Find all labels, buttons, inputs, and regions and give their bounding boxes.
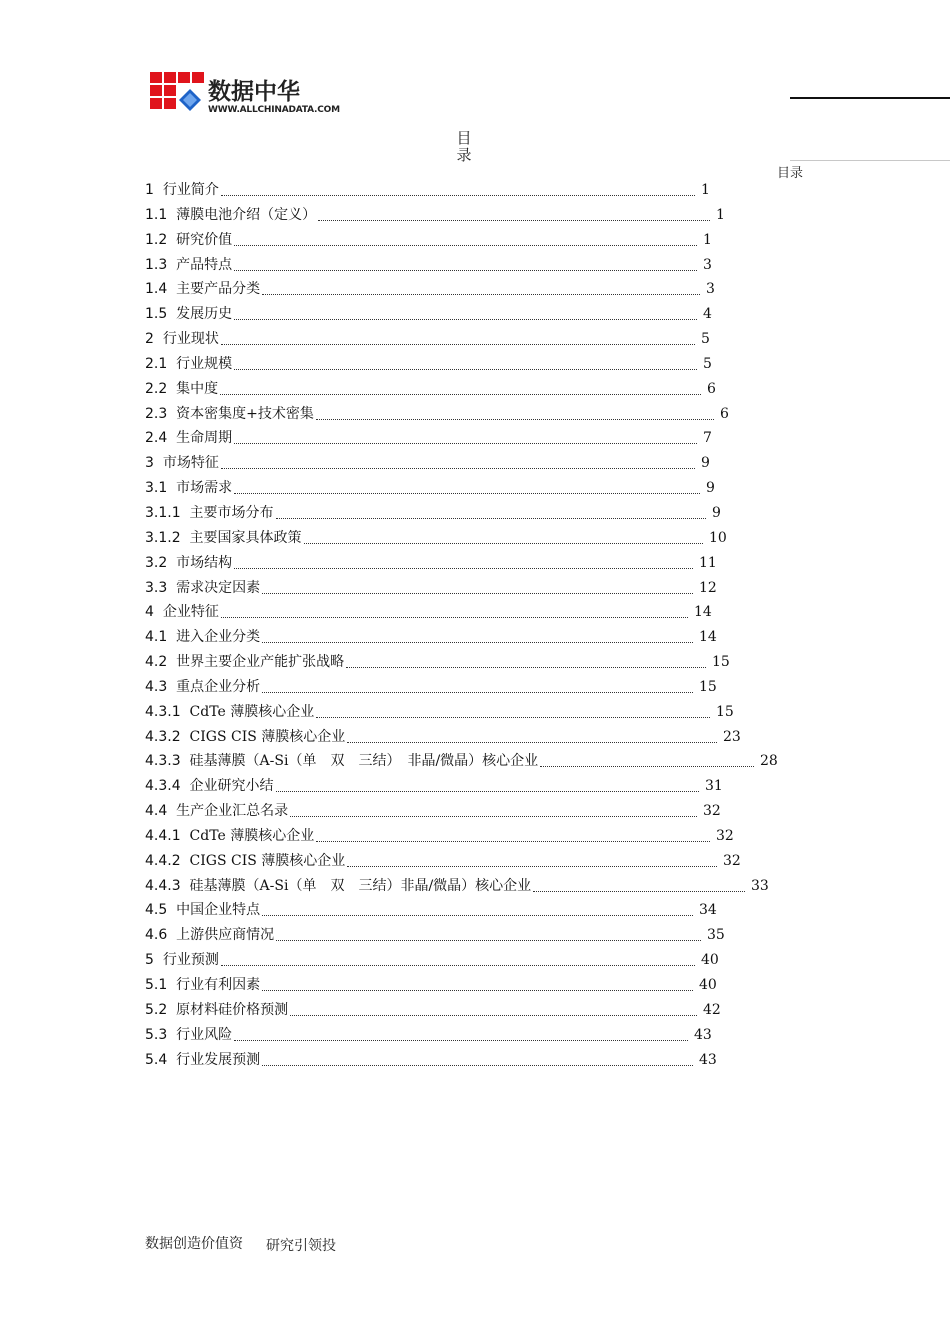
toc-entry-label xyxy=(145,702,314,722)
toc-entry-label xyxy=(145,428,232,448)
toc-entry-title: 需求决定因素 xyxy=(176,579,261,596)
toc-entry-label xyxy=(145,751,538,771)
toc-entry-title: 主要国家具体政策 xyxy=(189,529,302,546)
toc-entry-title: 原材料硅价格预测 xyxy=(176,1001,289,1018)
toc-entry-title: 薄膜电池介绍（定义） xyxy=(176,206,317,223)
toc-entry-number: 3.3 xyxy=(145,579,168,596)
header-rule xyxy=(790,97,950,99)
toc-entry-title: 生命周期 xyxy=(176,430,233,447)
toc-page-number: 23 xyxy=(723,728,741,745)
toc-page-number: 33 xyxy=(751,877,769,894)
logo-blue-diamond-icon xyxy=(178,88,202,112)
toc-entry[interactable] xyxy=(145,727,785,752)
toc-entry-label xyxy=(145,950,219,970)
toc-entry-number: 4.3.2 xyxy=(145,728,181,745)
toc-dot-leader xyxy=(234,369,697,370)
toc-entry-title: 市场需求 xyxy=(176,480,233,497)
logo-square-8 xyxy=(164,98,176,109)
toc-dot-leader xyxy=(262,593,693,594)
toc-dot-leader xyxy=(262,1065,693,1066)
toc-entry-number: 4.5 xyxy=(145,902,168,919)
header-section-label: 目录 xyxy=(777,166,804,181)
logo-square-3 xyxy=(178,72,190,83)
toc-entry-label xyxy=(145,1025,232,1045)
toc-page-number: 35 xyxy=(707,927,725,944)
toc-entry[interactable] xyxy=(145,602,785,627)
toc-entry-number: 4.1 xyxy=(145,629,168,646)
toc-entry-label xyxy=(145,602,219,622)
toc-entry-title: 发展历史 xyxy=(176,306,233,323)
toc-dot-leader xyxy=(290,1015,697,1016)
toc-entry-number: 4.4.3 xyxy=(145,877,181,894)
toc-dot-leader xyxy=(540,766,754,767)
toc-entry[interactable] xyxy=(145,329,785,354)
toc-entry[interactable] xyxy=(145,528,785,553)
toc-dot-leader xyxy=(221,617,688,618)
toc-entry-number: 1.4 xyxy=(145,281,168,298)
toc-entry-title: 生产企业汇总名录 xyxy=(176,803,289,820)
header-rule-light xyxy=(790,160,950,161)
logo-square-2 xyxy=(164,72,176,83)
table-of-contents xyxy=(145,180,785,1074)
toc-page-number: 3 xyxy=(703,256,712,273)
logo-square-6 xyxy=(164,85,176,96)
toc-entry-title: 硅基薄膜（A-Si（单 双 三结）非晶/微晶）核心企业 xyxy=(189,877,532,894)
toc-dot-leader xyxy=(262,692,693,693)
toc-entry[interactable] xyxy=(145,652,785,677)
toc-entry-label xyxy=(145,379,218,399)
toc-entry[interactable] xyxy=(145,1050,785,1075)
toc-entry[interactable] xyxy=(145,925,785,950)
toc-dot-leader xyxy=(316,717,710,718)
toc-entry-number: 4.3 xyxy=(145,678,168,695)
toc-entry-number: 5.3 xyxy=(145,1026,168,1043)
toc-entry-number: 5.4 xyxy=(145,1051,168,1068)
toc-entry-title: 行业预测 xyxy=(162,952,219,969)
toc-page-number: 6 xyxy=(707,380,716,397)
toc-entry-number: 4.4.1 xyxy=(145,827,181,844)
toc-entry[interactable] xyxy=(145,279,785,304)
toc-entry[interactable] xyxy=(145,751,785,776)
toc-entry-title: 硅基薄膜（A-Si（单 双 三结） 非晶/微晶）核心企业 xyxy=(189,753,539,770)
toc-entry-label xyxy=(145,404,314,424)
toc-page-number: 15 xyxy=(699,678,717,695)
toc-entry-label xyxy=(145,627,260,647)
toc-entry[interactable] xyxy=(145,428,785,453)
toc-entry-label xyxy=(145,826,314,846)
toc-page-number: 34 xyxy=(699,902,717,919)
toc-entry[interactable] xyxy=(145,478,785,503)
toc-entry-number: 4.3.4 xyxy=(145,778,181,795)
toc-entry-title: CIGS CIS 薄膜核心企业 xyxy=(189,852,346,869)
toc-page-number: 15 xyxy=(712,654,730,671)
toc-entry-label xyxy=(145,776,274,796)
toc-page-number: 1 xyxy=(716,206,725,223)
toc-entry-title: 资本密集度+技术密集 xyxy=(176,405,314,422)
toc-entry-label xyxy=(145,478,232,498)
toc-page-number: 32 xyxy=(716,827,734,844)
toc-dot-leader xyxy=(262,990,693,991)
toc-entry[interactable] xyxy=(145,180,785,205)
toc-entry-title: 行业规模 xyxy=(176,355,233,372)
toc-entry-number: 4 xyxy=(145,604,154,621)
toc-page-number: 1 xyxy=(701,182,710,198)
toc-entry-number: 4.3.1 xyxy=(145,703,181,720)
toc-entry-number: 3.2 xyxy=(145,554,168,571)
toc-entry-title: CdTe 薄膜核心企业 xyxy=(189,703,315,720)
toc-entry[interactable] xyxy=(145,702,785,727)
toc-dot-leader xyxy=(234,319,697,320)
toc-entry-title: 集中度 xyxy=(176,380,219,397)
toc-entry-number: 4.6 xyxy=(145,927,168,944)
toc-dot-leader xyxy=(221,195,695,196)
toc-entry-label xyxy=(145,1050,260,1070)
footer-slogan-right: 研究引领投 xyxy=(266,1238,336,1254)
page-title: 目录 xyxy=(456,129,472,164)
toc-entry-title: 行业发展预测 xyxy=(176,1051,261,1068)
toc-entry-title: 重点企业分析 xyxy=(176,678,261,695)
toc-entry-number: 2.4 xyxy=(145,430,168,447)
toc-entry[interactable] xyxy=(145,404,785,429)
toc-entry-number: 1.5 xyxy=(145,306,168,323)
toc-page-number: 40 xyxy=(701,952,719,969)
toc-page-number: 9 xyxy=(701,455,710,472)
toc-dot-leader xyxy=(234,1040,688,1041)
toc-entry[interactable] xyxy=(145,379,785,404)
toc-page-number: 5 xyxy=(701,331,710,348)
toc-page-number: 28 xyxy=(760,753,778,770)
toc-entry-label xyxy=(145,801,288,821)
toc-entry-label xyxy=(145,528,302,548)
toc-entry-title: 上游供应商情况 xyxy=(176,927,275,944)
toc-entry[interactable] xyxy=(145,205,785,230)
toc-dot-leader xyxy=(262,294,700,295)
toc-page-number: 12 xyxy=(699,579,717,596)
toc-dot-leader xyxy=(262,642,693,643)
toc-entry-label xyxy=(145,205,316,225)
toc-entry[interactable] xyxy=(145,578,785,603)
toc-dot-leader xyxy=(347,866,717,867)
toc-entry[interactable] xyxy=(145,677,785,702)
toc-entry[interactable] xyxy=(145,801,785,826)
toc-entry[interactable] xyxy=(145,304,785,329)
toc-page-number: 4 xyxy=(703,306,712,323)
toc-entry[interactable] xyxy=(145,1000,785,1025)
toc-dot-leader xyxy=(234,270,697,271)
toc-entry-label xyxy=(145,975,260,995)
toc-entry[interactable] xyxy=(145,826,785,851)
toc-entry-title: 市场结构 xyxy=(176,554,233,571)
toc-entry-label xyxy=(145,677,260,697)
toc-page-number: 14 xyxy=(699,629,717,646)
toc-entry-number: 4.4 xyxy=(145,803,168,820)
toc-page-number: 9 xyxy=(712,504,721,521)
toc-entry[interactable] xyxy=(145,627,785,652)
toc-page-number: 10 xyxy=(709,529,727,546)
toc-entry-title: 世界主要企业产能扩张战略 xyxy=(176,654,345,671)
toc-page-number: 15 xyxy=(716,703,734,720)
toc-dot-leader xyxy=(262,915,693,916)
toc-entry-number: 5.1 xyxy=(145,977,168,993)
toc-dot-leader xyxy=(346,667,706,668)
toc-entry-number: 1 xyxy=(145,182,154,198)
toc-entry-label xyxy=(145,900,260,920)
toc-dot-leader xyxy=(276,940,701,941)
toc-entry-number: 3.1 xyxy=(145,480,168,497)
toc-entry-title: 行业现状 xyxy=(162,331,219,348)
toc-entry-label xyxy=(145,553,232,573)
toc-dot-leader xyxy=(316,841,710,842)
toc-entry[interactable] xyxy=(145,851,785,876)
toc-dot-leader xyxy=(220,394,701,395)
logo-brand-name: 数据中华 xyxy=(208,79,300,105)
toc-page-number: 7 xyxy=(703,430,712,447)
toc-entry-title: CdTe 薄膜核心企业 xyxy=(189,827,315,844)
toc-entry-label xyxy=(145,652,344,672)
toc-page-number: 1 xyxy=(703,231,712,248)
toc-dot-leader xyxy=(290,816,697,817)
toc-page-number: 32 xyxy=(723,852,741,869)
toc-entry-title: 主要产品分类 xyxy=(176,281,261,298)
toc-entry-label xyxy=(145,279,260,299)
toc-entry-label xyxy=(145,453,219,473)
logo-url: WWW.ALLCHINADATA.COM xyxy=(208,105,340,115)
toc-entry-title: 行业有利因素 xyxy=(176,977,261,993)
toc-page-number: 6 xyxy=(720,405,729,422)
toc-entry-number: 2.2 xyxy=(145,380,168,397)
toc-dot-leader xyxy=(347,742,717,743)
toc-entry-label xyxy=(145,180,219,200)
toc-entry[interactable] xyxy=(145,876,785,901)
toc-entry-label xyxy=(145,578,260,598)
toc-page-number: 3 xyxy=(706,281,715,298)
company-logo xyxy=(150,72,340,118)
toc-entry-title: 中国企业特点 xyxy=(176,902,261,919)
toc-page-number: 43 xyxy=(699,1051,717,1068)
toc-dot-leader xyxy=(234,443,697,444)
toc-entry[interactable] xyxy=(145,553,785,578)
toc-entry-title: 市场特征 xyxy=(162,455,219,472)
toc-page-number: 32 xyxy=(703,803,721,820)
toc-entry-label xyxy=(145,354,232,374)
toc-dot-leader xyxy=(318,220,710,221)
toc-dot-leader xyxy=(533,891,745,892)
toc-entry-number: 3.1.2 xyxy=(145,529,181,546)
toc-dot-leader xyxy=(234,493,700,494)
toc-entry-label xyxy=(145,925,274,945)
toc-entry-label xyxy=(145,1000,288,1020)
toc-entry-title: 研究价值 xyxy=(176,231,233,248)
toc-entry[interactable] xyxy=(145,776,785,801)
toc-entry[interactable] xyxy=(145,975,785,1000)
toc-entry-label xyxy=(145,503,274,523)
toc-dot-leader xyxy=(276,518,706,519)
toc-entry-label xyxy=(145,230,232,250)
toc-entry-number: 4.3.3 xyxy=(145,753,181,770)
logo-square-7 xyxy=(150,98,162,109)
footer-slogan-left: 数据创造价值资 xyxy=(145,1236,243,1252)
toc-entry-number: 5.2 xyxy=(145,1001,168,1018)
toc-entry-title: 行业风险 xyxy=(176,1026,233,1043)
toc-dot-leader xyxy=(234,245,697,246)
toc-entry[interactable] xyxy=(145,230,785,255)
toc-entry-label xyxy=(145,851,345,871)
toc-dot-leader xyxy=(304,543,703,544)
toc-entry-title: 企业特征 xyxy=(162,604,219,621)
toc-entry[interactable] xyxy=(145,950,785,975)
toc-dot-leader xyxy=(221,344,695,345)
logo-square-4 xyxy=(192,72,204,83)
logo-square-5 xyxy=(150,85,162,96)
toc-entry[interactable] xyxy=(145,900,785,925)
toc-entry-number: 2.1 xyxy=(145,355,168,372)
toc-entry-label xyxy=(145,329,219,349)
toc-page-number: 11 xyxy=(699,554,717,571)
toc-entry-title: 主要市场分布 xyxy=(189,504,274,521)
toc-entry[interactable] xyxy=(145,1025,785,1050)
toc-dot-leader xyxy=(276,791,699,792)
toc-entry[interactable] xyxy=(145,255,785,280)
toc-entry[interactable] xyxy=(145,503,785,528)
toc-entry-number: 2 xyxy=(145,331,154,348)
toc-entry-number: 1.3 xyxy=(145,256,168,273)
toc-page-number: 31 xyxy=(705,778,723,795)
toc-page-number: 43 xyxy=(694,1026,712,1043)
toc-entry-number: 3 xyxy=(145,455,154,472)
toc-page-number: 9 xyxy=(706,480,715,497)
toc-entry-title: CIGS CIS 薄膜核心企业 xyxy=(189,728,346,745)
toc-entry[interactable] xyxy=(145,453,785,478)
toc-dot-leader xyxy=(234,568,693,569)
toc-entry-number: 4.4.2 xyxy=(145,852,181,869)
toc-entry-label xyxy=(145,255,232,275)
toc-entry[interactable] xyxy=(145,354,785,379)
toc-entry-label xyxy=(145,876,531,896)
toc-entry-title: 产品特点 xyxy=(176,256,233,273)
toc-entry-number: 2.3 xyxy=(145,405,168,422)
toc-entry-title: 企业研究小结 xyxy=(189,778,274,795)
toc-entry-number: 5 xyxy=(145,952,154,969)
toc-entry-number: 1.2 xyxy=(145,231,168,248)
toc-entry-number: 3.1.1 xyxy=(145,504,181,521)
toc-page-number: 42 xyxy=(703,1001,721,1018)
logo-square-1 xyxy=(150,72,162,83)
toc-entry-title: 进入企业分类 xyxy=(176,629,261,646)
toc-entry-label xyxy=(145,727,345,747)
toc-page-number: 40 xyxy=(699,977,717,993)
toc-entry-number: 1.1 xyxy=(145,206,168,223)
toc-entry-label xyxy=(145,304,232,324)
toc-entry-number: 4.2 xyxy=(145,654,168,671)
toc-dot-leader xyxy=(316,419,714,420)
toc-entry-title: 行业简介 xyxy=(162,182,219,198)
toc-page-number: 14 xyxy=(694,604,712,621)
toc-page-number: 5 xyxy=(703,355,712,372)
toc-dot-leader xyxy=(221,965,695,966)
toc-dot-leader xyxy=(221,468,695,469)
